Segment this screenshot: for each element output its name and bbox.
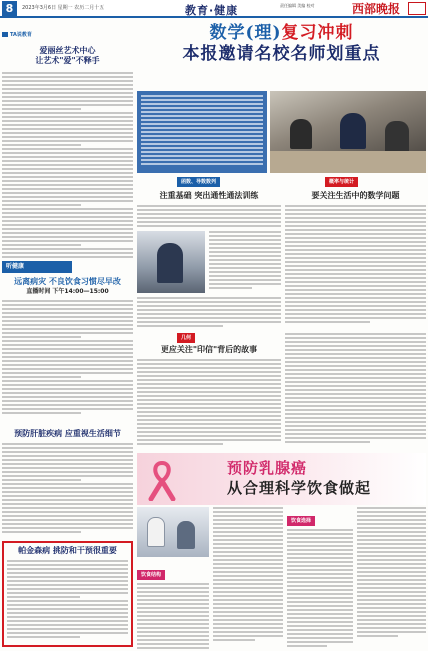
masthead — [0, 0, 428, 18]
section-bar: 概率与统计 — [325, 177, 358, 187]
story-geometry — [137, 333, 426, 451]
health-banner: 听健康 — [2, 261, 72, 273]
section-bar: 饮食选择 — [287, 516, 315, 526]
section-bar: 饮食结构 — [137, 570, 165, 580]
story-body-bottom — [137, 297, 281, 329]
story-body-right — [209, 231, 281, 291]
bottom-col-1 — [137, 561, 209, 649]
banner-title-line2: 从合理科学饮食做起 — [227, 479, 372, 497]
story-body — [7, 560, 128, 638]
teacher-photo — [137, 231, 205, 293]
story-tag: TA说教育 — [2, 31, 32, 38]
story-headline: 注重基础 突出通性通法训练 — [159, 191, 259, 200]
bottom-col-3 — [287, 507, 353, 649]
story-headline: 预防肝脏疾病 应重视生活细节 — [14, 429, 121, 438]
story-body — [2, 72, 133, 258]
story-headline-line1: 爱丽丝艺术中心 — [39, 46, 96, 55]
bottom-col-2 — [213, 507, 283, 649]
story-body — [137, 359, 281, 447]
story-headline: 要关注生活中的数学问题 — [311, 191, 400, 200]
story-parkinsons — [2, 541, 133, 647]
date-line: 2023年3月6日 星期一 农历二月十五 — [22, 5, 105, 11]
banner-title-part1: 数学(理) — [209, 23, 282, 43]
pink-ribbon-icon — [143, 459, 181, 501]
story-body-right — [285, 333, 426, 445]
story-headline-line2: 让艺术"爱"不释手 — [35, 56, 100, 65]
story-body — [2, 300, 133, 414]
right-column — [137, 21, 426, 649]
doctor-photo — [137, 507, 209, 557]
editor-line: 责任编辑 美编 校对 — [280, 3, 315, 8]
paper-badge — [408, 2, 426, 15]
section-bar: 函数、导数数列 — [177, 177, 220, 187]
story-art-center — [2, 21, 133, 257]
story-subhead: 直播时间 下午14:00—15:00 — [26, 288, 109, 295]
banner-title — [137, 23, 426, 44]
breast-cancer-banner — [137, 453, 426, 505]
intro-box — [137, 91, 267, 173]
classroom-photo — [270, 91, 426, 173]
story-headline: 更应关注"印信"背后的故事 — [160, 345, 258, 354]
banner-title-line1: 预防乳腺癌 — [227, 459, 308, 477]
story-headline: 帕金森病 挑防和干预很重要 — [18, 546, 117, 555]
banner-title-accent: 复习冲刺 — [281, 23, 354, 43]
math-banner — [137, 23, 426, 89]
section-bar: 几何 — [177, 333, 195, 343]
story-body — [2, 443, 133, 533]
section-title: 教育·健康 — [185, 4, 239, 17]
banner-subtitle: 本报邀请名校名师划重点 — [182, 44, 381, 64]
story-probability — [285, 177, 426, 331]
left-column — [2, 21, 133, 649]
bottom-col-4 — [357, 507, 426, 649]
story-body — [285, 205, 426, 325]
paper-logo: 西部晚报 — [352, 2, 401, 16]
story-liver — [2, 427, 133, 539]
story-body — [137, 205, 281, 229]
story-health-livestream — [2, 259, 133, 424]
story-functions — [137, 177, 281, 331]
page-number: 8 — [2, 1, 17, 16]
story-headline: 远离病灾 不良饮食习惯尽早改 — [14, 277, 121, 286]
